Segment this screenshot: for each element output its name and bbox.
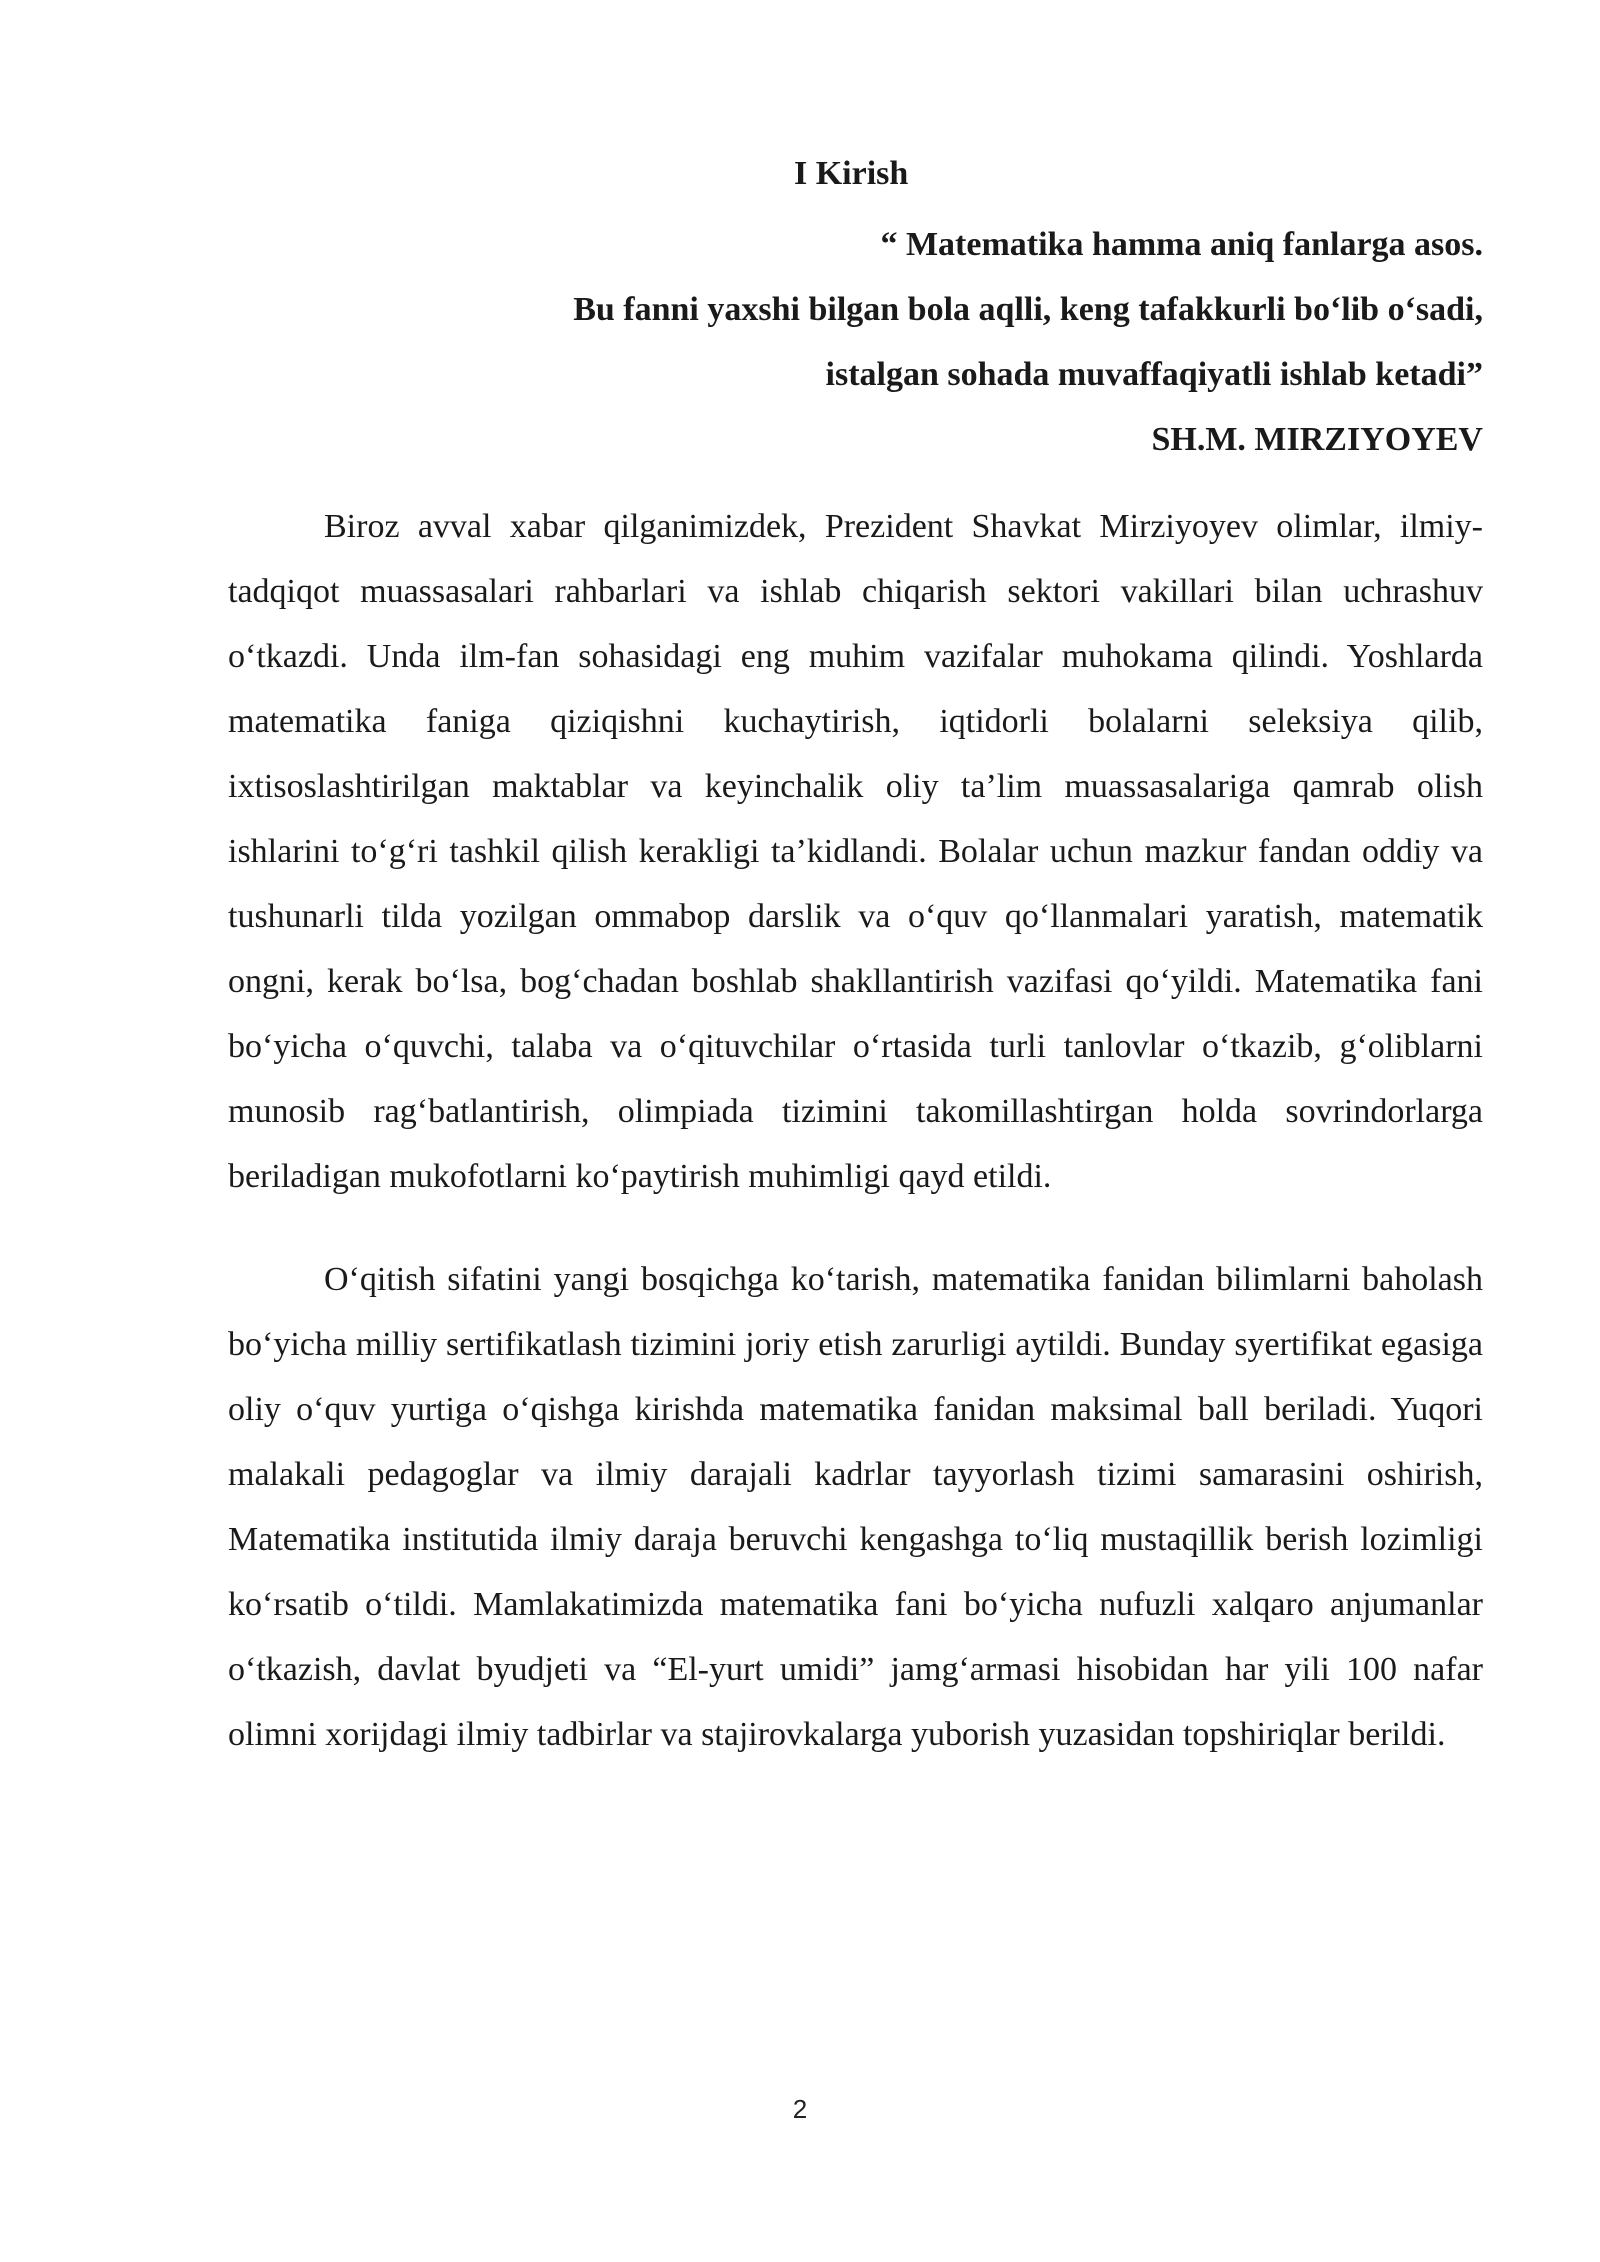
- epigraph-author: SH.M. MIRZIYOYEV: [1151, 421, 1483, 458]
- epigraph-line: istalgan sohada muvaffaqiyatli ishlab ketadi”: [825, 356, 1483, 393]
- epigraph-line: “ Matematika hamma aniq fanlarga asos.: [880, 226, 1483, 263]
- page-content: [228, 148, 1483, 1767]
- section-heading: I Kirish: [794, 155, 909, 192]
- epigraph: [228, 212, 1483, 407]
- body-paragraph: O‘qitish sifatini yangi bosqichga ko‘tarish, matematika fanidan bilimlarni baholash bo‘yicha milliy sertifikatlash tizimini joriy etish zarurligi aytildi. Bunday syertifikat egasiga oliy o‘quv yurtiga o‘qishga kirishda matematika fanidan maksimal ball beriladi. Yuqori malakali pedagoglar va ilmiy darajali kadrlar tayyorlash tizimi samarasini oshirish, Matematika institutida ilmiy daraja beruvchi kengashga to‘liq mustaqillik berish lozimligi ko‘rsatib o‘tildi. Mamlakatimizda matematika fani bo‘yicha nufuzli xalqaro anjumanlar o‘tkazish, davlat byudjeti va “El-yurt umidi” jamg‘armasi hisobidan har yili 100 nafar olimni xorijdagi ilmiy tadbirlar va stajirovkalarga yuborish yuzasidan topshiriqlar berildi.: [228, 1261, 1483, 1753]
- page-number: 2: [792, 2094, 808, 2124]
- epigraph-line: Bu fanni yaxshi bilgan bola aqlli, keng tafakkurli bo‘lib o‘sadi,: [573, 291, 1483, 328]
- body-paragraph: Biroz avval xabar qilganimizdek, Prezident Shavkat Mirziyoyev olimlar, ilmiy-tadqiqot muassasalari rahbarlari va ishlab chiqarish sektori vakillari bilan uchrashuv o‘tkazdi. Unda ilm-fan sohasidagi eng muhim vazifalar muhokama qilindi. Yoshlarda matematika faniga qiziqishni kuchaytirish, iqtidorli bolalarni seleksiya qilib, ixtisoslashtirilgan maktablar va keyinchalik oliy ta’lim muassasalariga qamrab olish ishlarini to‘g‘ri tashkil qilish kerakligi ta’kidlandi. Bolalar uchun mazkur fandan oddiy va tushunarli tilda yozilgan ommabop darslik va o‘quv qo‘llanmalari yaratish, matematik ongni, kerak bo‘lsa, bog‘chadan boshlab shakllantirish vazifasi qo‘yildi. Matematika fani bo‘yicha o‘quvchi, talaba va o‘qituvchilar o‘rtasida turli tanlovlar o‘tkazib, g‘oliblarni munosib rag‘batlantirish, olimpiada tizimini takomillashtirgan holda sovrindorlarga beriladigan mukofotlarni ko‘paytirish muhimligi qayd etildi.: [228, 508, 1483, 1195]
